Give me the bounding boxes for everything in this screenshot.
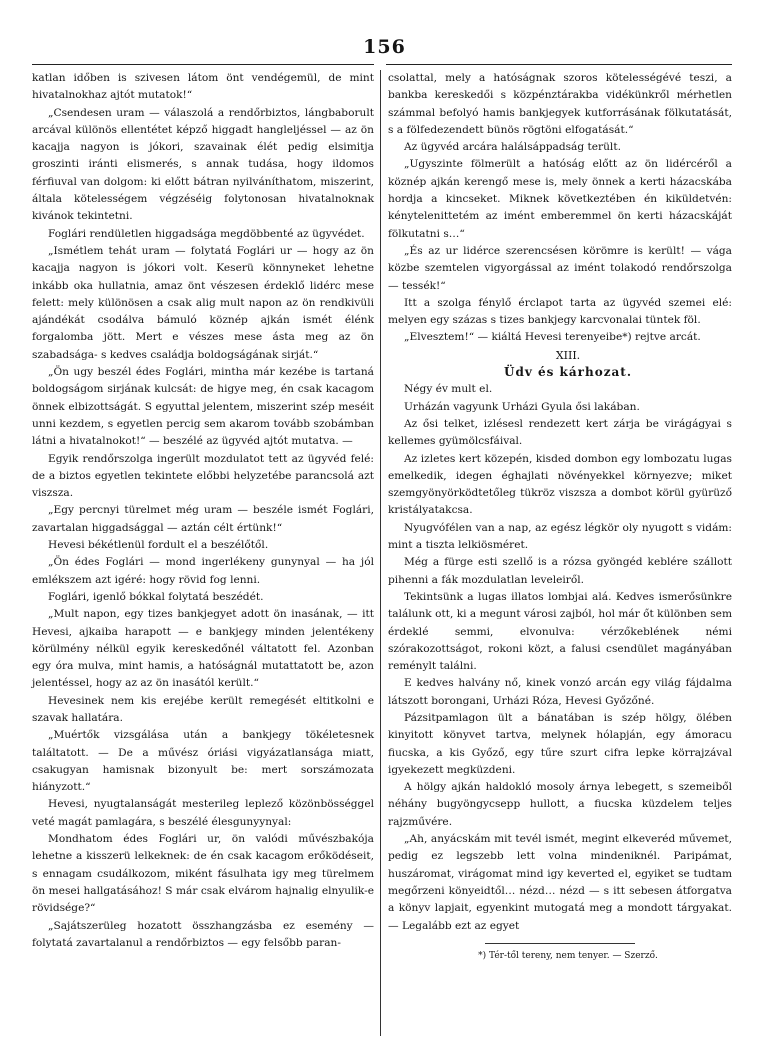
paragraph: „Csendesen uram — válaszolá a rendőrbiztos, lángbaborult arcával különös ellentétet képző higgadt hangleljéssel — az ön kacajja nagyon is jókori, szavainak élét pedig elsimitja groszinti iránti elismerés, s annak tudása, hogy ildomos férfiuval van dolgom: ki előtt bátran nyilváníthatom, miszerint, általa kötelességem végzéséig folytonosan hivatalnoknak kivánok tekintetni. [32,106,374,223]
paragraph: Pázsitpamlagon ült a bánatában is szép hölgy, ölében kinyitott könyvet tartva, melynek hólapján, egy ámoracu fiucska, a kis Győző, egy tűre szurt cifra lepke körrajzával igyekezett megküzdeni. [388,711,732,776]
paragraph: „Sajátszerüleg hozatott összhangzásba ez esemény — folytatá zavartalanul a rendőrbiztos — egy felsőbb paran- [32,919,374,949]
paragraph: Itt a szolga fénylő érclapot tarta az ügyvéd szemei elé: melyen egy százas s tizes bankjegy karcvonalai tüntek föl. [388,296,732,327]
paragraph: „Ugyszinte fölmerült a hatóság előtt az ön lidércéről a köznép ajkán kerengő mese is, mely önnek a kerti házacskába hordja a kincseket. Miknek következtében én kiküldetvén: kénytelenittetém az imént emberemmel ön kerti házacskáját fölkutatni s…“ [388,158,732,240]
page-number: 156 [363,36,406,58]
paragraph: „Ah, anyácskám mit tevél ismét, megint elkeveréd művemet, pedig ez legszebb lett volna mindeniknél. Paripámat, huszáromat, virágomat mind igy keverted el, egyiket se tudtam megőrzeni könyeidtől… nézd… nézd — s itt sebesen átforgatva a könyv lapjait, egyenkint mutogatá meg a mondott tárgyakat. — Legalább ezt az egyet [388,833,732,932]
paragraph: Urházán vagyunk Urházi Gyula ősi lakában. [404,400,640,413]
paragraph: Nyugvófélen van a nap, az egész légkör oly nyugott s vidám: mint a tiszta lelkiösméret. [388,521,732,552]
paragraph: katlan időben is szivesen látom önt vendégemül, de mint hivatalnokhaz ajtót mutatok!“ [32,72,374,102]
paragraph: „Muértők vizsgálása után a bankjegy tökéletesnek találtatott. — De a művész óriási vigyázatlansága miatt, csakugyan hamisnak bizonyult be: mert sorszámozata hiányzott.“ [32,729,374,794]
paragraph: Foglári, igenlő bókkal folytatá beszédét. [48,590,264,603]
paragraph: Hevesi, nyugtalanságát mesterileg leplező közönbösséggel veté magát pamlagára, s beszélé élesgunyynyal: [32,798,374,828]
column-divider [380,70,381,1036]
paragraph: „Ön ugy beszél édes Foglári, mintha már kezébe is tartaná boldogságom sirjának kulcsát: de higye meg, én csak kacagom önnek elbizottságát. S egyuttal jelentem, miszerint szép meséit unni kezdem, s egyetlen percig sem akarom tovább szobámban látni a hivatalnokot!“ — beszélé az ügyvéd ajtót mutatva. — [32,366,374,448]
paragraph: „Mult napon, egy tizes bankjegyet adott ön inasának, — itt Hevesi, ajkaiba harapott — e bankjegy minden jelentékeny körülmény nélkül egyik kereskedőnél váltatott fel. Azonban egy óra mulva, mint hamis, a hatóságnál mutattatott be, azon jelentéssel, hogy az az ön inasától került.“ [32,608,374,690]
footnote-rule [485,943,635,944]
paragraph: „Egy percnyi türelmet még uram — beszéle ismét Foglári, zavartalan higgadsággal — aztán célt értünk!“ [32,504,374,534]
paragraph: Hevesi békétlenül fordult el a beszélőtől. [48,539,269,552]
paragraph: Hevesinek nem kis erejébe került remegését eltitkolni e szavak hallatára. [32,694,374,724]
paragraph: Tekintsünk a lugas illatos lombjai alá. Kedves ismerősünkre találunk ott, ki a megunt városi zajból, hol már őt különben sem érdeklé semmi, elvonulva: vérzőkeblének némi szórakozottságot, rokoni közt, a falusi csendület magányában reménylt találni. [388,590,732,673]
paragraph: Az ősi telket, izlésesl rendezett kert zárja be virágágyai s kellemes gyümölcsfáival. [388,417,732,448]
paragraph: csolattal, mely a hatóságnak szoros kötelességévé teszi, a bankba kereskedői s közpénztárakba vidékünkről mérhetlen számmal befolyó hamis bankjegyek kutforrásának fölkutatását, s a fölfedezendett bünös rögtöni elfogatását.“ [388,72,732,136]
header-rule-left [32,64,374,65]
paragraph: „Elvesztem!“ — kiáltá Hevesi terenyeibe*) rejtve arcát. [404,331,701,344]
right-column [388,70,732,962]
chapter-number: XIII. [555,348,581,362]
paragraph: A hölgy ajkán haldokló mosoly árnya lebegett, s szemeiből néhány bugyöngycsepp hullott, a fiucska küzdelem teljes rajzművére. [388,781,732,828]
paragraph: Az ügyvéd arcára halálsáppadság terült. [404,141,621,154]
paragraph: „És az ur lidérce szerencsésen körömre is került! — vága közbe szemtelen vigyorgással az imént tolakodó rendőrszolga — tessék!“ [388,244,732,292]
left-column [32,70,374,952]
paragraph: „Ön édes Foglári — mond ingerlékeny gunynyal — ha jól emlékszem azt igéré: hogy rövid fog lenni. [32,556,374,586]
chapter-title: Üdv és kárhozat. [503,365,633,380]
paragraph: Négy év mult el. [404,383,493,396]
paragraph: Foglári rendületlen higgadsága megdöbbenté az ügyvédet. [48,227,365,240]
paragraph: Még a fürge esti szellő is a rózsa gyöngéd keblére szállott pihenni a fák mozdulatlan leveleiről. [388,556,732,586]
header-rule-right [386,64,732,65]
paragraph: „Ismétlem tehát uram — folytatá Foglári ur — hogy az ön kacajja nagyon is jókori volt. Keserü könnyneket lehetne inkább oka hullatnia, amaz önt vészesen érdeklő lidérc mese felett: mely különösen a csak alig mult napon az ön rendkivüli ajándékát csodálva bámuló köznép ajkán ismét élénk forgalomba jött. Mert e vészes mese ásta meg az ön szabadsága- s kedves családja boldogságának sirját.“ [32,244,374,361]
paragraph: Mondhatom édes Foglári ur, ön valódi művészbakója lehetne a kisszerü lelkeknek: de én csak kacagom erőködéseit, s ennagam csudálkozom, miként fásulhata igy meg türelmem ön mesei hallgatásához! S már csak elvárom hajnalig elnyulik-e rövidsége?“ [32,833,374,915]
paragraph: E kedves halvány nő, kinek vonzó arcán egy világ fájdalma látszott borongani, Urházi Róza, Hevesi Győzőné. [388,677,732,707]
footnote: *) Tér-től tereny, nem tenyer. — Szerző. [478,950,658,961]
paragraph: Az izletes kert közepén, kisded dombon egy lombozatu lugas emelkedik, idegen éghajlati növényekkel környezve; miket szemgyönyörködtetőleg tükröz viszsza a dombot körül gyürüző kristályatakcsa. [388,452,732,517]
paragraph: Egyik rendőrszolga ingerült mozdulatot tett az ügyvéd felé: de a biztos egyetlen tekintete előbbi helyzetébe parancsolá azt viszsza. [32,452,374,500]
